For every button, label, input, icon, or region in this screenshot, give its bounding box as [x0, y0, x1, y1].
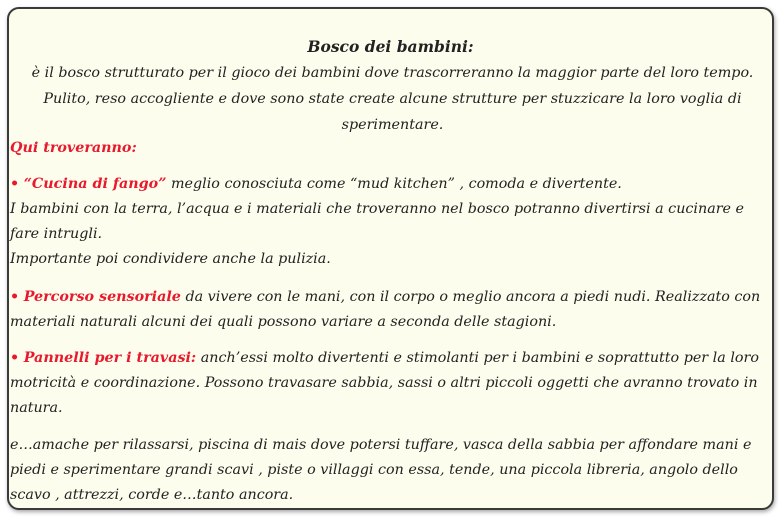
- page-title: Bosco dei bambini:: [307, 37, 474, 56]
- list-item-cucina-di-fango: [10, 172, 770, 272]
- section-heading: Qui troveranno:: [10, 140, 137, 156]
- closing-line: scavo , attrezzi, corde e…tanto ancora.: [10, 487, 294, 503]
- bullet-icon: •: [10, 176, 20, 192]
- item-text: da vivere con le mani, con il corpo o meglio ancora a piedi nudi. Realizzato con: [180, 289, 761, 305]
- list-item-first-line: [10, 346, 770, 371]
- item-text: motricità e coordinazione. Possono travasare sabbia, sassi o altri piccoli oggetti che avranno trovato in: [10, 375, 758, 391]
- item-text: anch’essi molto divertenti e stimolanti per i bambini e soprattutto per la loro: [196, 350, 759, 366]
- list-item-first-line: [10, 172, 770, 197]
- item-label: Percorso sensoriale: [23, 289, 181, 305]
- bullet-icon: •: [10, 289, 20, 305]
- item-text: materiali naturali alcuni dei quali possono variare a seconda delle stagioni.: [10, 314, 557, 330]
- item-text: I bambini con la terra, l’acqua e i materiali che troveranno nel bosco potranno divertirsi a cucinare e: [10, 201, 745, 217]
- list-item-pannelli-travasi: [10, 346, 770, 421]
- info-card: [7, 7, 774, 510]
- item-text: meglio conosciuta come “mud kitchen” , comoda e divertente.: [166, 176, 622, 192]
- list-item-percorso-sensoriale: [10, 285, 770, 335]
- closing-line: e…amache per rilassarsi, piscina di mais dove potersi tuffare, vasca della sabbia per affondare mani e: [10, 437, 752, 453]
- closing-line: piedi e sperimentare grandi scavi , piste o villaggi con essa, tende, una piccola libreria, angolo dello: [10, 462, 738, 478]
- list-item-first-line: [10, 285, 770, 310]
- item-text: Importante poi condividere anche la pulizia.: [10, 251, 331, 267]
- intro-line: è il bosco strutturato per il gioco dei bambini dove trascorreranno la maggior parte del loro tempo.: [31, 65, 754, 81]
- intro-line: sperimentare.: [341, 117, 444, 133]
- intro-paragraph: [17, 60, 768, 138]
- item-label: Pannelli per i travasi:: [23, 350, 197, 366]
- closing-paragraph: [10, 433, 770, 508]
- item-text: natura.: [10, 400, 63, 416]
- bullet-icon: •: [10, 350, 20, 366]
- intro-line: Pulito, reso accogliente e dove sono state create alcune strutture per stuzzicare la loro voglia di: [43, 91, 742, 107]
- item-text: fare intrugli.: [10, 226, 103, 242]
- item-label: “Cucina di fango”: [23, 176, 167, 192]
